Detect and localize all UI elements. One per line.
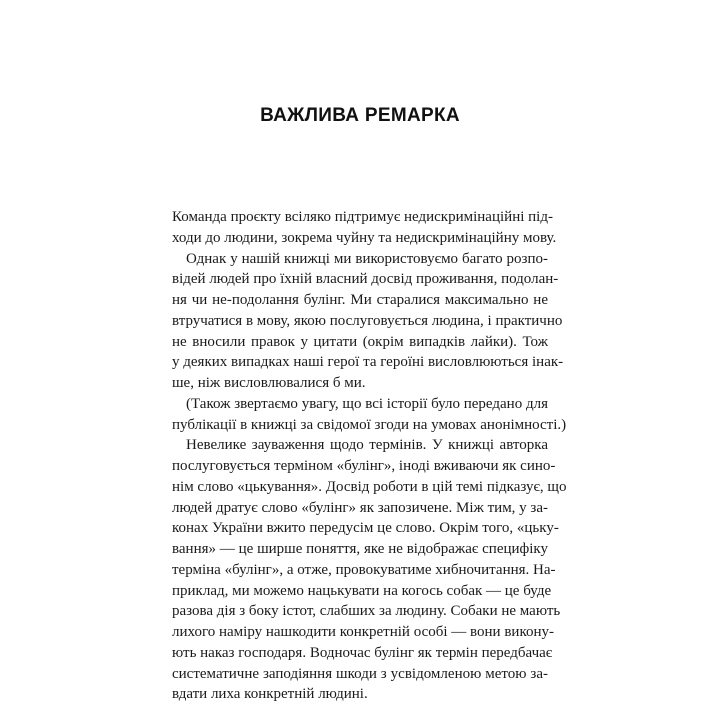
body-text: [172, 207, 567, 705]
text-line: лихого наміру нашкодити конкретній особі — вони викону-: [172, 624, 554, 640]
text-line: не вносили правок у цитати (окрім випадків лайки). Тож: [172, 333, 548, 350]
text-line: втручатися в мову, якою послуговується людина, і практично: [172, 312, 563, 329]
text-line: ня чи не-подолання булінг. Ми старалися максимально не: [172, 292, 548, 308]
text-line: Команда проєкту всіляко підтримує недискримінаційні під-: [172, 209, 553, 225]
text-line: ше, ніж висловлювалися б ми.: [172, 375, 366, 391]
text-line: конах України вжито передусім це слово. Окрім того, «цьку-: [172, 520, 559, 537]
text-line: відей людей про їхній власний досвід проживання, подолан-: [172, 271, 559, 288]
text-line: публікації в книжці за свідомої згоди на умовах анонімності.): [172, 416, 567, 433]
text-line: ють наказ господаря. Водночас булінг як термін передбачає: [172, 644, 553, 661]
text-line: Однак у нашій книжці ми використовуємо багато розпо-: [186, 250, 548, 267]
text-line: послуговується терміном «булінг», іноді вживаючи як сино-: [172, 458, 556, 474]
text-line: нім слово «цькування». Досвід роботи в цій темі підказує, що: [172, 478, 567, 495]
text-line: приклад, ми можемо нацькувати на когось собак — це буде: [172, 582, 552, 599]
page-title: ВАЖЛИВА РЕМАРКА: [260, 105, 460, 126]
text-line: разова дія з боку істот, слабших за людину. Собаки не мають: [172, 603, 561, 620]
text-line: вання» — це ширше поняття, яке не відображає специфіку: [172, 541, 548, 557]
text-line: людей дратує слово «булінг» як запозичене. Між тим, у за-: [172, 499, 549, 516]
text-line: терміна «булінг», а отже, провокуватиме хибночитання. На-: [172, 561, 556, 578]
text-line: Невелике зауваження щодо термінів. У книжці авторка: [186, 437, 548, 454]
text-line: у деяких випадках наші герої та героїні висловлюються інак-: [172, 354, 564, 371]
text-line: (Також звертаємо увагу, що всі історії було передано для: [186, 395, 548, 412]
text-line: вдати лиха конкретній людині.: [172, 686, 368, 703]
text-line: систематичне заподіяння шкоди з усвідомленою метою за-: [172, 665, 548, 682]
text-line: ходи до людини, зокрема чуйну та недискримінаційну мову.: [172, 229, 557, 246]
